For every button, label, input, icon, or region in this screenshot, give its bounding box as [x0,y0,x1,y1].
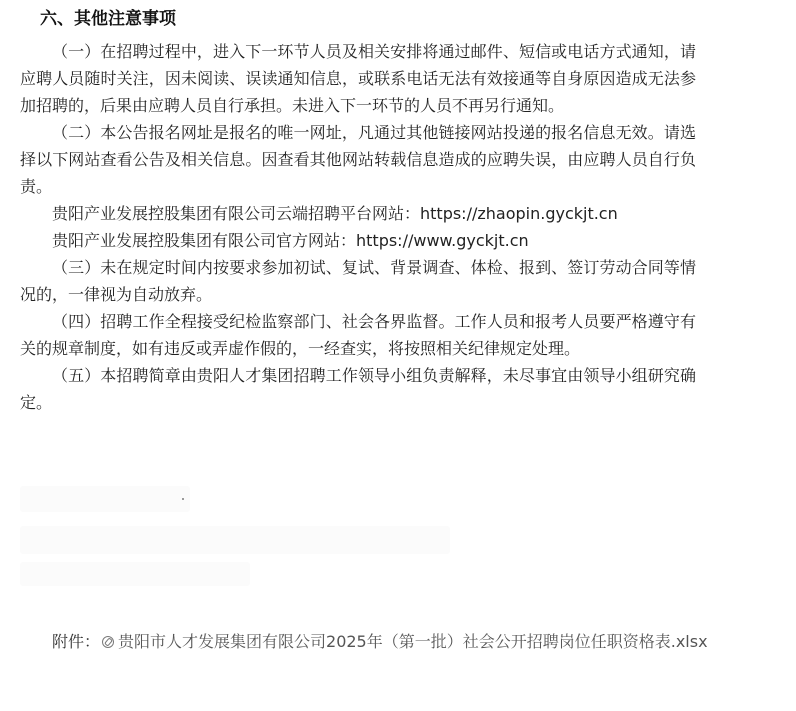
paragraph-2: （二）本公告报名网址是报名的唯一网址，凡通过其他链接网站投递的报名信息无效。请选择以下网站查看公告及相关信息。因查看其他网站转载信息造成的应聘失误，由应聘人员自行负责。 [20,123,696,196]
faded-block [20,562,250,586]
website-line-recruitment: 贵阳产业发展控股集团有限公司云端招聘平台网站：https://zhaopin.gyckjt.cn [52,204,618,223]
website-line-official: 贵阳产业发展控股集团有限公司官方网站：https://www.gyckjt.cn [52,231,529,250]
paragraph-1: （一）在招聘过程中，进入下一环节人员及相关安排将通过邮件、短信或电话方式通知，请应聘人员随时关注，因未阅读、误读通知信息，或联系电话无法有效接通等自身原因造成无法参加招聘的，后果由应聘人员自行承担。未进入下一环节的人员不再另行通知。 [20,42,696,115]
link-icon[interactable] [102,636,114,648]
document-body [20,0,696,416]
faded-content-area [20,482,460,592]
attachment-label: 附件： [52,632,101,651]
section-heading: 六、其他注意事项 [40,9,176,29]
faded-dot [182,498,184,500]
attachment-line [20,628,710,655]
paragraph-3: （三）未在规定时间内按要求参加初试、复试、背景调查、体检、报到、签订劳动合同等情况的，一律视为自动放弃。 [20,258,696,304]
attachment-file-link[interactable]: 贵阳市人才发展集团有限公司2025年（第一批）社会公开招聘岗位任职资格表.xlsx [118,632,708,651]
paragraph-4: （四）招聘工作全程接受纪检监察部门、社会各界监督。工作人员和报考人员要严格遵守有关的规章制度，如有违反或弄虚作假的，一经查实，将按照相关纪律规定处理。 [20,312,696,358]
paragraph-5: （五）本招聘简章由贵阳人才集团招聘工作领导小组负责解释，未尽事宜由领导小组研究确定。 [20,366,696,412]
faded-block [20,486,190,512]
faded-block [20,526,450,554]
